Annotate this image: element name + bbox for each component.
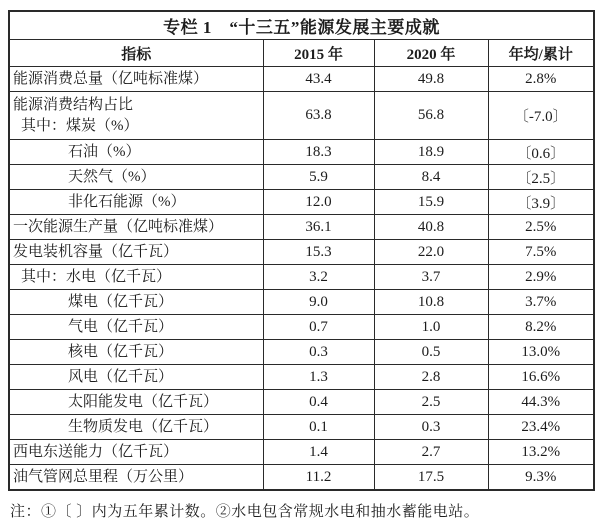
indicator-text: 能源消费结构占比 bbox=[13, 96, 134, 113]
value-2020-cell: 15.9 bbox=[374, 190, 488, 215]
table-title-row bbox=[9, 11, 594, 40]
value-2020-cell: 10.8 bbox=[374, 290, 488, 315]
table-row bbox=[9, 415, 594, 440]
value-2015-cell: 5.9 bbox=[263, 165, 374, 190]
footnote: 注：①〔 〕内为五年累计数。②水电包含常规水电和抽水蓄能电站。 bbox=[10, 504, 480, 520]
table-row bbox=[9, 365, 594, 390]
column-header-2020: 2020 年 bbox=[374, 40, 488, 67]
value-2020-cell: 1.0 bbox=[374, 315, 488, 340]
indicator-text: 气电（亿千瓦） bbox=[68, 318, 174, 335]
value-avg-cell: 3.7% bbox=[488, 290, 594, 315]
value-2020-cell: 49.8 bbox=[374, 67, 488, 92]
value-2015-cell: 0.1 bbox=[263, 415, 374, 440]
indicator-cell bbox=[9, 67, 263, 92]
value-2015-cell: 9.0 bbox=[263, 290, 374, 315]
column-header-avg: 年均/累计 bbox=[488, 40, 594, 67]
value-2015-cell: 11.2 bbox=[263, 465, 374, 491]
indicator-text: 风电（亿千瓦） bbox=[68, 368, 174, 385]
indicator-text: 非化石能源（%） bbox=[68, 193, 186, 210]
indicator-cell bbox=[9, 440, 263, 465]
value-avg-cell: 13.0% bbox=[488, 340, 594, 365]
value-avg-cell: 16.6% bbox=[488, 365, 594, 390]
value-avg-cell: 2.9% bbox=[488, 265, 594, 290]
value-2020-cell: 3.7 bbox=[374, 265, 488, 290]
table-row bbox=[9, 315, 594, 340]
indicator-cell bbox=[9, 465, 263, 491]
indicator-text: 发电装机容量（亿千瓦） bbox=[13, 243, 179, 260]
value-avg-cell: 13.2% bbox=[488, 440, 594, 465]
value-avg-cell: 7.5% bbox=[488, 240, 594, 265]
table-body bbox=[9, 67, 594, 491]
value-avg-cell: 〔2.5〕 bbox=[488, 165, 594, 190]
indicator-text: 石油（%） bbox=[68, 143, 141, 160]
value-2020-cell: 22.0 bbox=[374, 240, 488, 265]
document-page bbox=[0, 10, 601, 523]
indicator-cell bbox=[9, 215, 263, 240]
value-2020-cell: 2.5 bbox=[374, 390, 488, 415]
value-2015-cell: 12.0 bbox=[263, 190, 374, 215]
value-avg-cell: 2.5% bbox=[488, 215, 594, 240]
value-avg-cell: 9.3% bbox=[488, 465, 594, 491]
table-row bbox=[9, 190, 594, 215]
value-2015-cell: 36.1 bbox=[263, 215, 374, 240]
table-row bbox=[9, 240, 594, 265]
indicator-text: 西电东送能力（亿千瓦） bbox=[13, 443, 179, 460]
table-header-row bbox=[9, 40, 594, 67]
indicator-text: 太阳能发电（亿千瓦） bbox=[68, 393, 219, 410]
value-2015-cell: 15.3 bbox=[263, 240, 374, 265]
value-2020-cell: 8.4 bbox=[374, 165, 488, 190]
indicator-cell bbox=[9, 140, 263, 165]
value-2020-cell: 0.3 bbox=[374, 415, 488, 440]
value-2015-cell: 63.8 bbox=[263, 92, 374, 140]
indicator-cell bbox=[9, 92, 263, 140]
indicator-cell bbox=[9, 290, 263, 315]
indicator-text: 一次能源生产量（亿吨标准煤） bbox=[13, 218, 224, 235]
indicator-text: 天然气（%） bbox=[68, 168, 156, 185]
indicator-text: 核电（亿千瓦） bbox=[68, 343, 174, 360]
value-2020-cell: 40.8 bbox=[374, 215, 488, 240]
value-avg-cell: 〔3.9〕 bbox=[488, 190, 594, 215]
value-2020-cell: 2.8 bbox=[374, 365, 488, 390]
indicator-text: 生物质发电（亿千瓦） bbox=[68, 418, 219, 435]
indicator-cell bbox=[9, 365, 263, 390]
indicator-text: 其中：水电（亿千瓦） bbox=[21, 268, 172, 285]
value-2015-cell: 1.3 bbox=[263, 365, 374, 390]
value-avg-cell: 23.4% bbox=[488, 415, 594, 440]
value-2015-cell: 43.4 bbox=[263, 67, 374, 92]
value-2020-cell: 56.8 bbox=[374, 92, 488, 140]
table-row bbox=[9, 140, 594, 165]
indicator-cell bbox=[9, 340, 263, 365]
value-avg-cell: 8.2% bbox=[488, 315, 594, 340]
indicator-text: 煤电（亿千瓦） bbox=[68, 293, 174, 310]
table-row bbox=[9, 165, 594, 190]
table-row bbox=[9, 440, 594, 465]
table-row bbox=[9, 290, 594, 315]
table-row bbox=[9, 67, 594, 92]
indicator-cell bbox=[9, 190, 263, 215]
value-2020-cell: 0.5 bbox=[374, 340, 488, 365]
value-avg-cell: 〔0.6〕 bbox=[488, 140, 594, 165]
indicator-cell bbox=[9, 390, 263, 415]
indicator-cell bbox=[9, 240, 263, 265]
value-2015-cell: 0.3 bbox=[263, 340, 374, 365]
table-row bbox=[9, 390, 594, 415]
indicator-cell bbox=[9, 265, 263, 290]
table-row bbox=[9, 215, 594, 240]
value-2020-cell: 2.7 bbox=[374, 440, 488, 465]
indicator-cell bbox=[9, 315, 263, 340]
value-2015-cell: 1.4 bbox=[263, 440, 374, 465]
column-header-indicator: 指标 bbox=[9, 40, 263, 67]
value-avg-cell: 44.3% bbox=[488, 390, 594, 415]
value-avg-cell: 2.8% bbox=[488, 67, 594, 92]
value-2015-cell: 0.7 bbox=[263, 315, 374, 340]
value-2015-cell: 0.4 bbox=[263, 390, 374, 415]
value-avg-cell: 〔-7.0〕 bbox=[488, 92, 594, 140]
table-title: 专栏 1 “十三五”能源发展主要成就 bbox=[9, 11, 594, 40]
value-2015-cell: 18.3 bbox=[263, 140, 374, 165]
table-row bbox=[9, 92, 594, 140]
table-row bbox=[9, 340, 594, 365]
indicator-cell bbox=[9, 415, 263, 440]
indicator-cell bbox=[9, 165, 263, 190]
indicator-text: 能源消费总量（亿吨标准煤） bbox=[13, 70, 209, 87]
indicator-text: 油气管网总里程（万公里） bbox=[13, 468, 194, 485]
indicator-text: 其中：煤炭（%） bbox=[21, 117, 139, 134]
value-2020-cell: 17.5 bbox=[374, 465, 488, 491]
table-row bbox=[9, 465, 594, 491]
energy-achievements-table bbox=[8, 10, 595, 491]
value-2015-cell: 3.2 bbox=[263, 265, 374, 290]
value-2020-cell: 18.9 bbox=[374, 140, 488, 165]
column-header-2015: 2015 年 bbox=[263, 40, 374, 67]
table-row bbox=[9, 265, 594, 290]
